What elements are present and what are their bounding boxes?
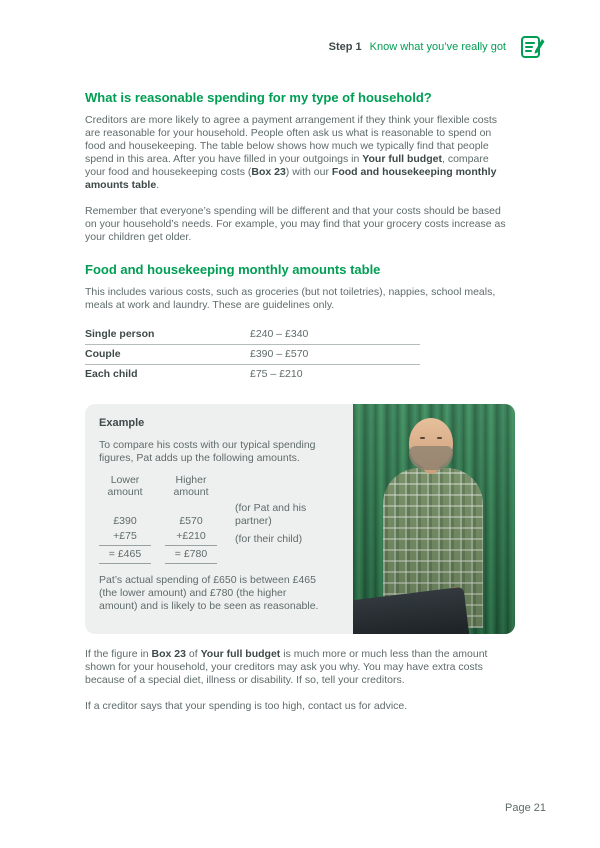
paragraph-table-intro: This includes various costs, such as groceries (but not toiletries), nappies, school meals, meals at work and laundry. These are guidelines only. (85, 286, 496, 311)
content (85, 90, 515, 726)
calc-higher: +£210 (165, 530, 217, 546)
person-eye (437, 437, 442, 439)
calc-higher: = £780 (165, 548, 217, 564)
text-segment-bold: Box 23 (251, 166, 286, 178)
section-heading-reasonable-spending: What is reasonable spending for my type of household? (85, 90, 432, 105)
calc-row (99, 502, 323, 528)
document-edit-icon (520, 34, 546, 60)
row-value: £390 – £570 (250, 348, 309, 360)
text-segment: ) with our (285, 166, 332, 178)
table-row (85, 365, 420, 384)
calc-note: (for Pat and his partner) (235, 502, 307, 527)
text-segment: If the figure in (85, 648, 152, 660)
person-eye (420, 437, 425, 439)
calc-header-row (99, 474, 323, 498)
example-photo (353, 404, 515, 634)
text-segment: , compare your food and housekeeping costs ( (85, 153, 489, 178)
person-beard (409, 446, 453, 470)
text-segment-bold: Box 23 (151, 648, 186, 660)
paragraph-advice: If a creditor says that your spending is too high, contact us for advice. (85, 700, 408, 712)
text-segment: Creditors are more likely to agree a payment arrangement if they think your flexible costs are reasonable for your household. People often ask us what is reasonable to spend on food and housekeeping. The table below shows how much we typically find that people spend in this area. After you have filled in your outgoings in (85, 114, 498, 165)
text-segment: is much more or much less than the amount shown for your household, your creditors may ask you why. You may have extra costs because of a special diet, illness or disability. If so, tell your creditors. (85, 648, 488, 686)
page-footer (505, 802, 546, 814)
calc-row (99, 548, 323, 564)
example-box (85, 404, 515, 634)
example-result: Pat’s actual spending of £650 is between £465 (the lower amount) and £780 (the higher amount) and is likely to be seen as reasonable. (99, 574, 319, 612)
paragraph-box23 (85, 648, 509, 687)
table-row (85, 325, 420, 345)
calc-header-lower: Lower amount (107, 474, 143, 498)
text-segment-bold: Food and housekeeping monthly amounts table (85, 166, 497, 191)
row-value: £240 – £340 (250, 328, 309, 340)
calc-header-higher: Higher amount (173, 474, 209, 498)
text-segment: of (185, 648, 201, 660)
calc-note: (for their child) (235, 533, 303, 545)
amounts-table (85, 325, 420, 384)
calc-higher: £570 (179, 515, 203, 527)
page-header (85, 34, 546, 60)
calculation-table (99, 474, 323, 564)
row-label: Single person (85, 328, 155, 340)
example-text (85, 404, 337, 634)
calc-lower: £390 (113, 515, 137, 527)
example-intro: To compare his costs with our typical spending figures, Pat adds up the following amounts. (99, 439, 316, 464)
step-label: Step 1 (328, 41, 362, 53)
calc-lower: +£75 (99, 530, 151, 546)
page-number: Page 21 (505, 802, 546, 814)
table-row (85, 345, 420, 365)
laptop (353, 587, 470, 634)
calc-row (99, 530, 323, 546)
calc-lower: = £465 (99, 548, 151, 564)
text-segment-bold: Your full budget (200, 648, 281, 660)
step-title: Know what you’ve really got (369, 41, 506, 53)
text-segment: . (156, 179, 160, 191)
example-title: Example (99, 417, 145, 429)
text-segment-bold: Your full budget (362, 153, 442, 165)
row-label: Each child (85, 368, 138, 380)
paragraph-creditors (85, 114, 509, 192)
row-value: £75 – £210 (250, 368, 303, 380)
row-label: Couple (85, 348, 121, 360)
section-heading-amounts-table: Food and housekeeping monthly amounts table (85, 262, 381, 277)
paragraph-remember: Remember that everyone’s spending will be different and that your costs should be based on your household’s needs. For example, you may find that your grocery costs increase as your children get older. (85, 205, 506, 243)
